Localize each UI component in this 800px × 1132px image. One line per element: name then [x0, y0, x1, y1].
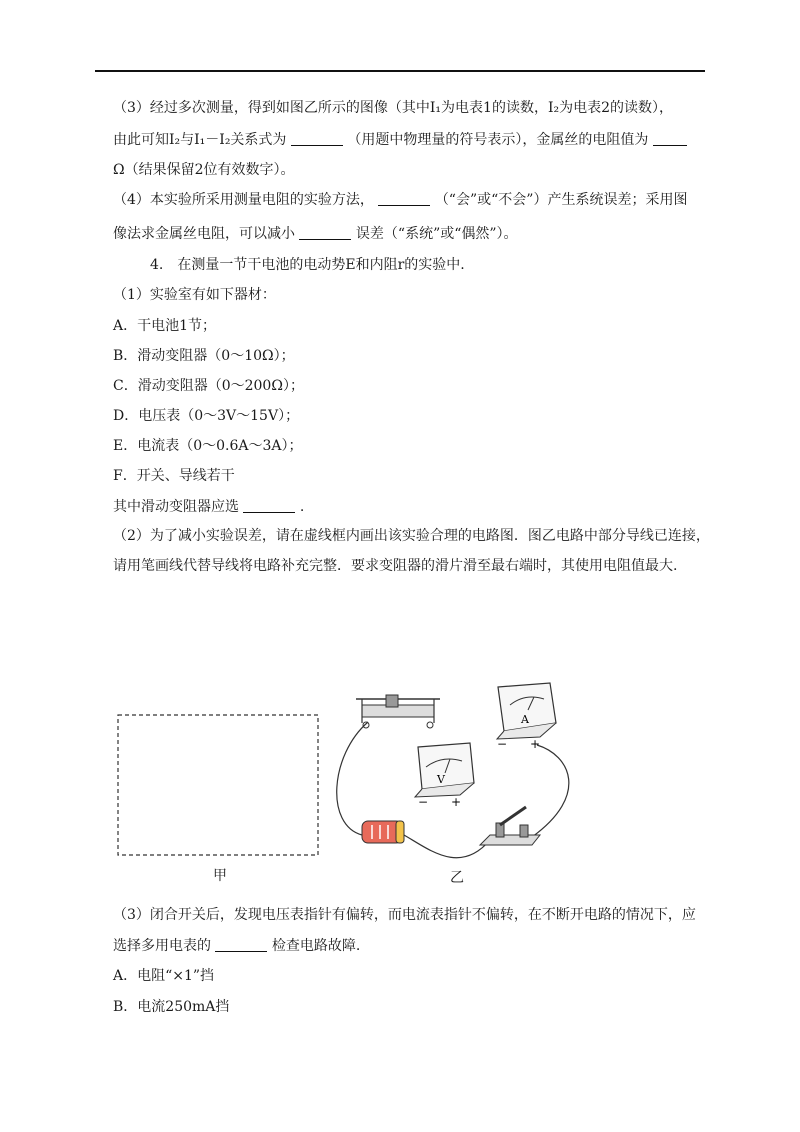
p4-q2-line-2: 请用笔画线代替导线将电路补充完整．要求变阻器的滑片滑至最右端时，其使用电阻值最大. [113, 558, 678, 574]
p4-q3-line-1: （3）闭合开关后，发现电压表指针有偏转，而电流表指针不偏转，在不断开电路的情况下，应 [113, 907, 696, 923]
p4-q3-line-2-end: 检查电路故障. [271, 938, 361, 954]
answer-blank[interactable] [291, 131, 343, 146]
circuit-figure [100, 675, 620, 895]
ammeter-icon [497, 683, 556, 751]
answer-blank[interactable] [243, 498, 295, 513]
rheostat-icon [356, 695, 440, 728]
wire [532, 745, 569, 837]
q3-line-2-end: （用题中物理量的符号表示），金属丝的电阻值为 [347, 132, 649, 148]
dashed-box[interactable] [118, 715, 318, 855]
figure-label-jia: 甲 [213, 868, 227, 884]
q4-line-2-start: 像法求金属丝电阻，可以减小 [113, 226, 295, 242]
battery-icon [362, 821, 404, 843]
answer-blank[interactable] [378, 191, 430, 206]
q4-line-1 [113, 190, 687, 210]
p4-q3-option-a: A．电阻“×1”挡 [113, 968, 215, 984]
figure-label-yi: 乙 [450, 870, 464, 886]
option-a: A．干电池1节； [113, 318, 217, 334]
q3-line-2 [113, 130, 687, 150]
option-c: C．滑动变阻器（0～200Ω）； [113, 378, 304, 394]
wire [404, 835, 490, 858]
option-f: F．开关、导线若干 [113, 468, 235, 484]
answer-blank[interactable] [299, 225, 351, 240]
q3-line-3: Ω（结果保留2位有效数字）。 [113, 162, 295, 178]
p4-q2-line-1: （2）为了减小实验误差，请在虚线框内画出该实验合理的电路图．图乙电路中部分导线已连接， [113, 528, 710, 544]
option-b: B．滑动变阻器（0～10Ω）； [113, 348, 295, 364]
wire [337, 722, 368, 835]
option-e: E．电流表（0～0.6A～3A）； [113, 438, 303, 454]
header-rule [95, 70, 705, 72]
ammeter-letter: A [521, 713, 529, 726]
voltmeter-minus: − [418, 795, 429, 809]
answer-blank[interactable] [215, 937, 267, 952]
q4-line-2-end: 误差（“系统”或“偶然”）。 [355, 226, 518, 242]
option-d: D．电压表（0～3V～15V）； [113, 408, 300, 424]
switch-icon [480, 807, 540, 845]
q4-line-2 [113, 224, 518, 244]
ammeter-plus: + [530, 737, 541, 751]
p4-q1: （1）实验室有如下器材： [113, 287, 276, 303]
p4-q3-line-2 [113, 936, 360, 956]
voltmeter-letter: V [437, 773, 445, 786]
p4-choose-start: 其中滑动变阻器应选 [113, 499, 239, 515]
p4-q3-option-b: B．电流250mA挡 [113, 999, 230, 1015]
circuit-figure-svg [100, 675, 620, 895]
p4-q3-line-2-start: 选择多用电表的 [113, 938, 211, 954]
voltmeter-plus: + [451, 795, 462, 809]
ammeter-minus: − [497, 737, 508, 751]
voltmeter-icon [415, 743, 474, 809]
q3-line-2-start: 由此可知I₂与I₁－I₂关系式为 [113, 132, 287, 148]
q4-line-1-start: （4）本实验所采用测量电阻的实验方法， [113, 192, 374, 208]
p4-choose [113, 497, 304, 517]
p4-choose-end: . [299, 499, 305, 515]
q4-line-1-end: （“会”或“不会”）产生系统误差；采用图 [434, 192, 688, 208]
q3-line-1: （3）经过多次测量，得到如图乙所示的图像（其中I₁为电表1的读数，I₂为电表2的读数）， [113, 100, 674, 116]
problem-4-title: 4. 在测量一节干电池的电动势E和内阻r的实验中. [150, 257, 465, 273]
answer-blank[interactable] [653, 131, 687, 146]
